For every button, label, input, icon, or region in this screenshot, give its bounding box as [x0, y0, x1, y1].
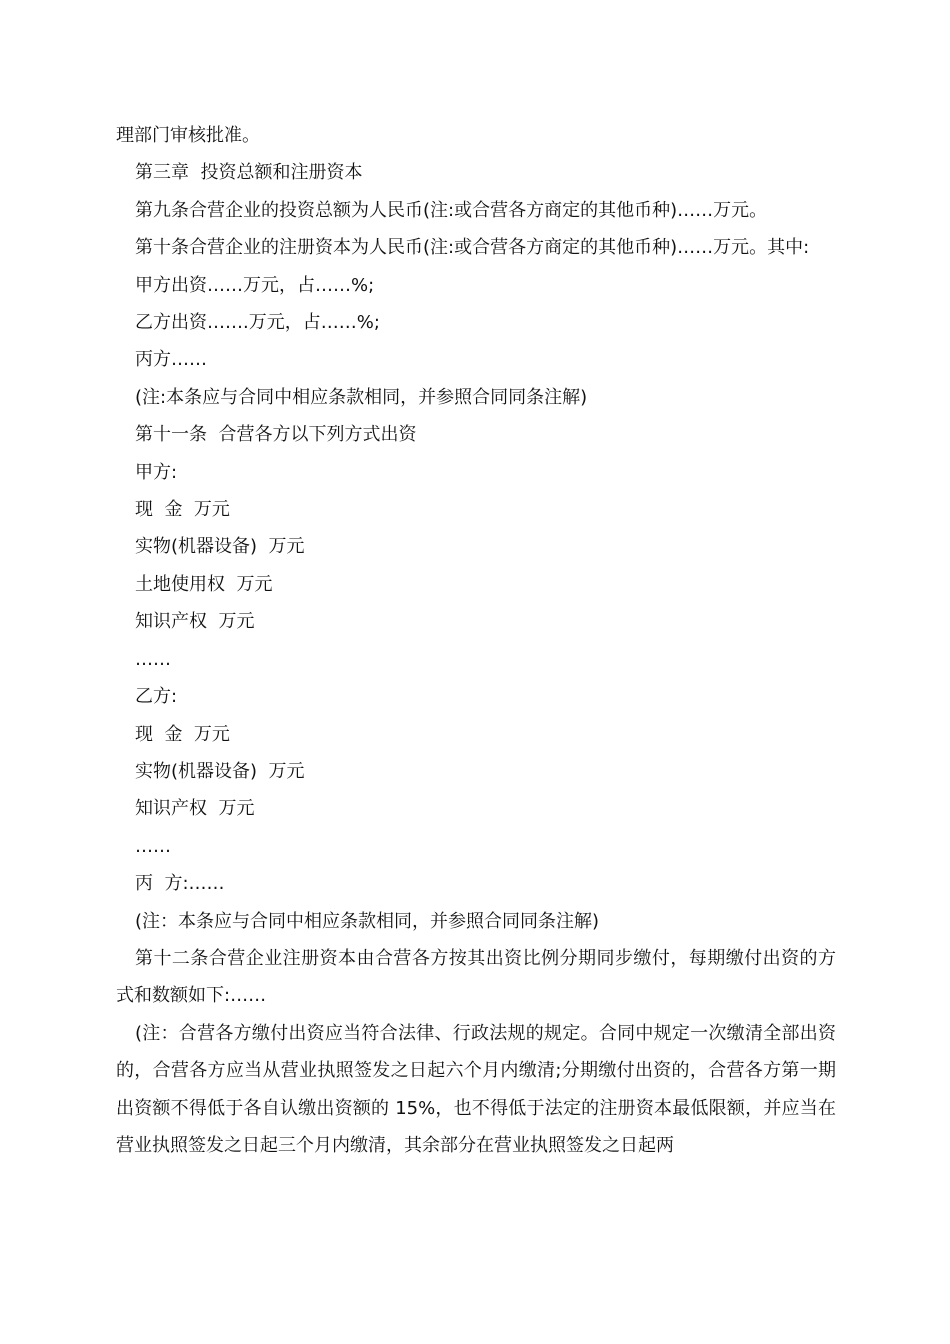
party-a-cash: 现 金 万元 — [135, 499, 230, 521]
paragraph-approval-continuation: 理部门审核批准。 — [116, 125, 260, 146]
article-twelve: 第十二条合营企业注册资本由合营各方按其出资比例分期同步缴付，每期缴付出资的方式和数额如下:…… — [116, 947, 836, 1007]
party-b-ellipsis: …… — [135, 835, 171, 857]
article-nine: 第九条合营企业的投资总额为人民币(注:或合营各方商定的其他币种)……万元。 — [135, 199, 768, 221]
party-a-ip: 知识产权 万元 — [135, 611, 255, 633]
chapter-three-heading: 第三章 投资总额和注册资本 — [135, 162, 363, 184]
party-a-equipment: 实物(机器设备) 万元 — [135, 536, 305, 558]
party-a-contribution: 甲方出资……万元，占……%; — [135, 274, 375, 296]
party-b-ip: 知识产权 万元 — [135, 798, 255, 820]
article-ten: 第十条合营企业的注册资本为人民币(注:或合营各方商定的其他币种)……万元。其中: — [135, 237, 810, 259]
party-a-ellipsis: …… — [135, 648, 171, 670]
party-a-label: 甲方: — [135, 461, 178, 483]
party-c-label: 丙 方:…… — [135, 873, 225, 895]
note-article-twelve: (注：合营各方缴付出资应当符合法律、行政法规的规定。合同中规定一次缴清全部出资的，合营各方应当从营业执照签发之日起六个月内缴清;分期缴付出资的，合营各方第一期出资额不得低于各自认缴出资额的 15%，也不得低于法定的注册资本最低限额，并应当在营业执照签发之日起三个月内缴清，其余部分在营业执照签发之日起两 — [116, 1022, 836, 1156]
party-b-contribution: 乙方出资…….万元，占……%; — [135, 312, 380, 334]
party-b-equipment: 实物(机器设备) 万元 — [135, 760, 305, 782]
party-b-cash: 现 金 万元 — [135, 723, 230, 745]
document-body — [116, 117, 836, 1164]
article-eleven: 第十一条 合营各方以下列方式出资 — [135, 424, 417, 446]
note-article-eleven: (注：本条应与合同中相应条款相同，并参照合同同条注解) — [135, 910, 600, 932]
party-c-contribution: 丙方…… — [135, 349, 207, 371]
party-b-label: 乙方: — [135, 686, 178, 708]
note-article-ten: (注:本条应与合同中相应条款相同，并参照合同同条注解) — [135, 386, 588, 408]
party-a-land-use-right: 土地使用权 万元 — [135, 573, 273, 595]
